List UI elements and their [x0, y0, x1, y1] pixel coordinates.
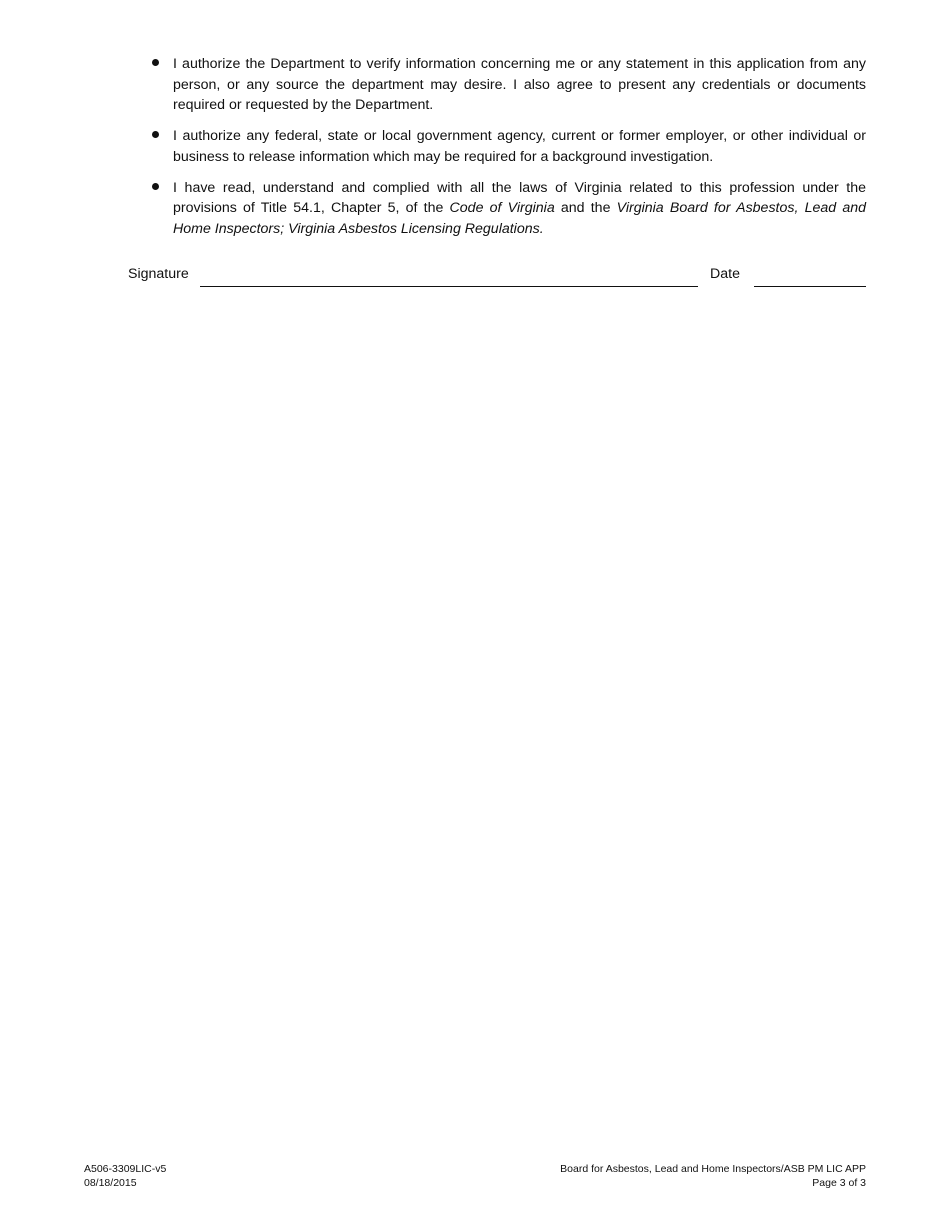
form-date: 08/18/2015: [84, 1177, 137, 1189]
footer-right: [560, 1162, 866, 1190]
statement-text-part: I have read, understand and complied with all the laws of Virginia related to this profession under the provisions of Title 54.1, Chapter 5, of the: [173, 179, 866, 217]
page-number: Page 3 of 3: [812, 1177, 866, 1189]
regulations-ref: Virginia Board for Asbestos, Lead and Home Inspectors; Virginia Asbestos Licensing Regulations.: [173, 200, 866, 237]
bullet-icon: [152, 131, 159, 138]
statement-list: [152, 54, 866, 250]
statement-text-part: and the: [554, 200, 617, 217]
form-id: A506-3309LIC-v5: [84, 1163, 167, 1175]
code-of-virginia-ref: Code of Virginia: [449, 200, 555, 217]
statement-item: [152, 178, 866, 240]
statement-item: [152, 126, 866, 167]
date-label: Date: [710, 266, 740, 282]
statement-text: I authorize the Department to verify information concerning me or any statement in this application from any person, or any source the department may desire. I also agree to present any credentials or documents required or requested by the Department.: [173, 56, 866, 114]
signature-label: Signature: [128, 266, 189, 282]
statement-item: [152, 54, 866, 116]
footer-left: [84, 1162, 166, 1190]
statement-text: [173, 180, 866, 237]
statement-text: I authorize any federal, state or local government agency, current or former employer, or other individual or business to release information which may be required for a background investigation.: [173, 128, 866, 165]
board-application-name: Board for Asbestos, Lead and Home Inspectors/ASB PM LIC APP: [560, 1163, 866, 1175]
signature-line[interactable]: [200, 286, 698, 287]
date-line[interactable]: [754, 286, 866, 287]
bullet-icon: [152, 59, 159, 66]
bullet-icon: [152, 183, 159, 190]
